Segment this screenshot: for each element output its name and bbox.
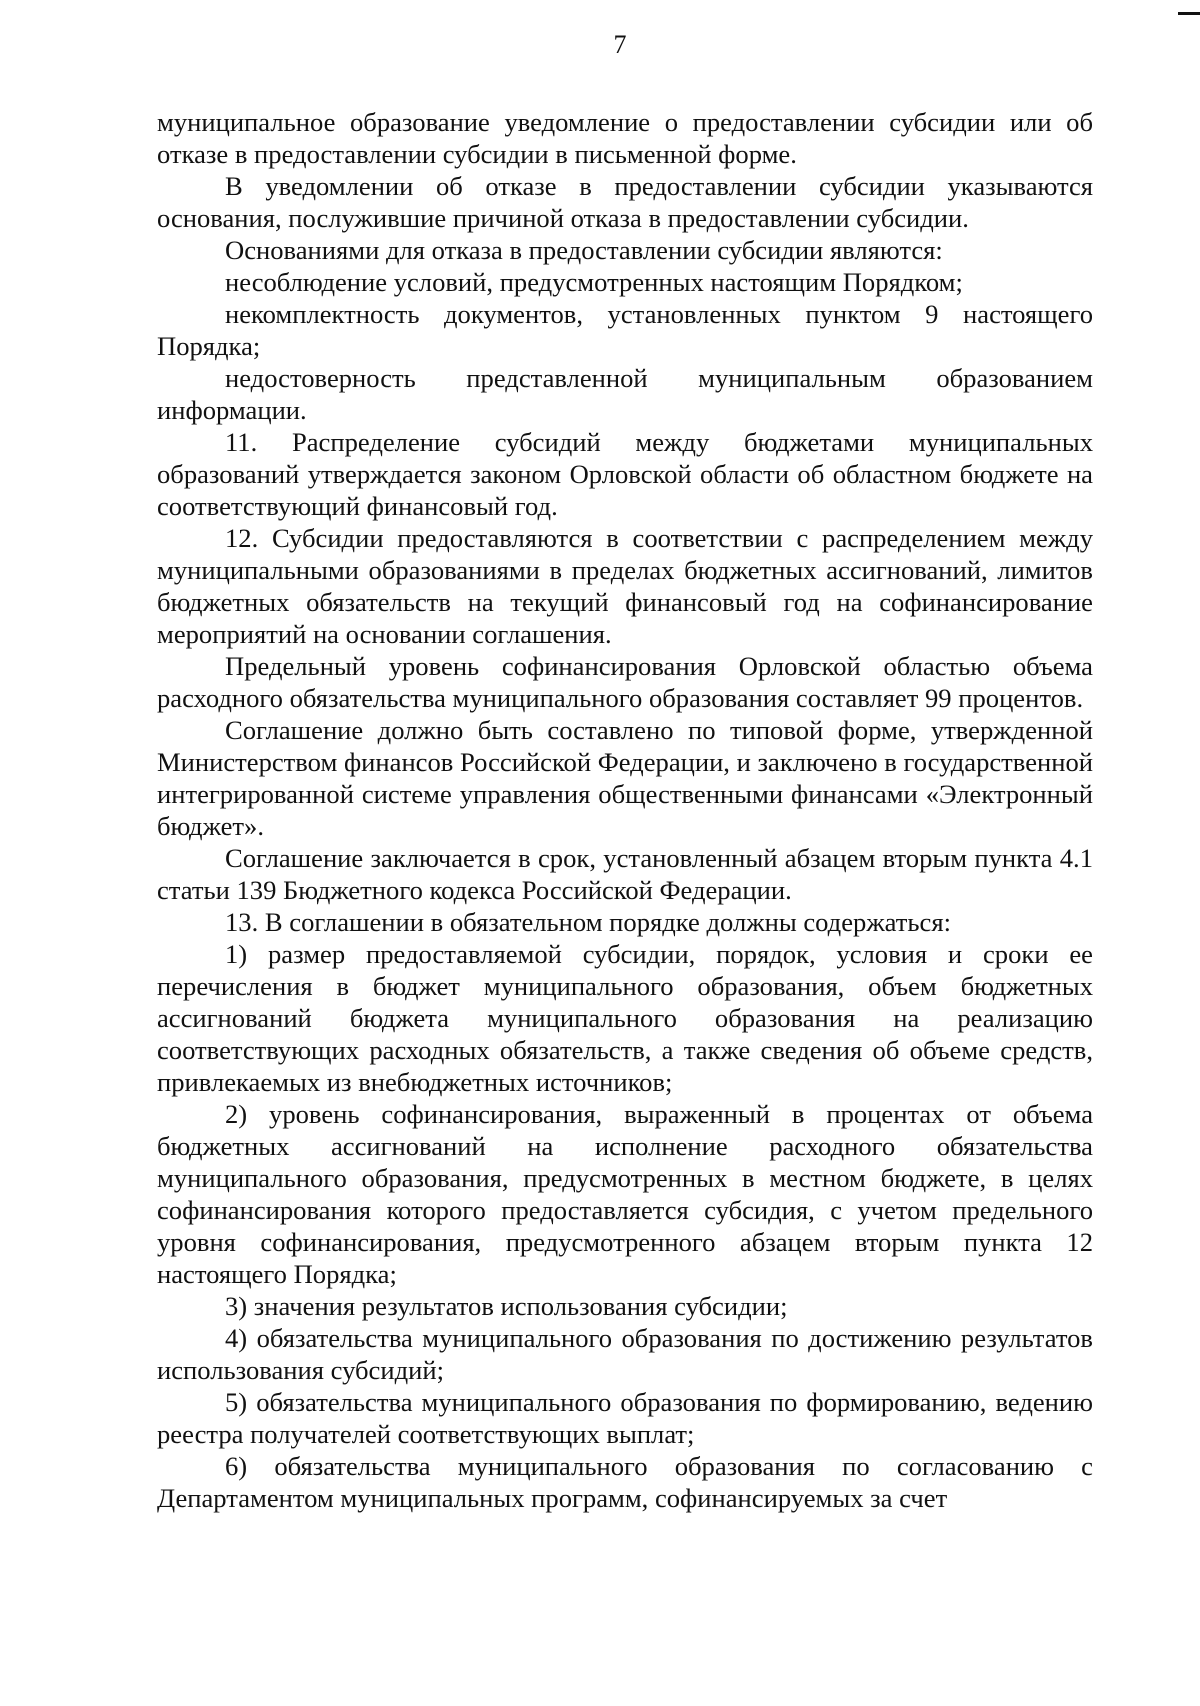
paragraph: Предельный уровень софинансирования Орловской областью объема расходного обязательства муниципального образования составляет 99 процентов. — [157, 651, 1093, 713]
paragraph: 4) обязательства муниципального образования по достижению результатов использования субсидий; — [157, 1323, 1093, 1385]
paragraph: муниципальное образование уведомление о предоставлении субсидии или об отказе в предоставлении субсидии в письменной форме. — [157, 107, 1093, 169]
paragraph: 1) размер предоставляемой субсидии, порядок, условия и сроки ее перечисления в бюджет муниципального образования, объем бюджетных ассигнований бюджета муниципального образования на реализацию соответствующих расходных обязательств, а также сведения об объеме средств, привлекаемых из внебюджетных источников; — [157, 939, 1093, 1097]
paragraph: Основаниями для отказа в предоставлении субсидии являются: — [225, 235, 943, 265]
paragraph: Соглашение заключается в срок, установленный абзацем вторым пункта 4.1 статьи 139 Бюджетного кодекса Российской Федерации. — [157, 843, 1093, 905]
paragraph: 11. Распределение субсидий между бюджетами муниципальных образований утверждается законом Орловской области об областном бюджете на соответствующий финансовый год. — [157, 427, 1093, 521]
document-body — [157, 106, 1093, 1514]
paragraph: 13. В соглашении в обязательном порядке должны содержаться: — [225, 907, 951, 937]
paragraph: несоблюдение условий, предусмотренных настоящим Порядком; — [225, 267, 963, 297]
paragraph: недостоверность представленной муниципальным образованием информации. — [157, 363, 1093, 425]
paragraph: некомплектность документов, установленных пунктом 9 настоящего Порядка; — [157, 299, 1093, 361]
paragraph: 6) обязательства муниципального образования по согласованию с Департаментом муниципальных программ, софинансируемых за счет — [157, 1451, 1093, 1513]
paragraph: 3) значения результатов использования субсидии; — [225, 1291, 788, 1321]
page-number: 7 — [613, 30, 627, 59]
paragraph: 12. Субсидии предоставляются в соответствии с распределением между муниципальными образованиями в пределах бюджетных ассигнований, лимитов бюджетных обязательств на текущий финансовый год на софинансирование мероприятий на основании соглашения. — [157, 523, 1093, 649]
paragraph: 2) уровень софинансирования, выраженный в процентах от объема бюджетных ассигнований на исполнение расходного обязательства муниципального образования, предусмотренных в местном бюджете, в целях софинансирования которого предоставляется субсидия, с учетом предельного уровня софинансирования, предусмотренного абзацем вторым пункта 12 настоящего Порядка; — [157, 1099, 1093, 1289]
paragraph: 5) обязательства муниципального образования по формированию, ведению реестра получателей соответствующих выплат; — [157, 1387, 1093, 1449]
page-edge-mark — [1178, 12, 1200, 15]
paragraph: В уведомлении об отказе в предоставлении субсидии указываются основания, послужившие причиной отказа в предоставлении субсидии. — [157, 171, 1093, 233]
paragraph: Соглашение должно быть составлено по типовой форме, утвержденной Министерством финансов Российской Федерации, и заключено в государственной интегрированной системе управления общественными финансами «Электронный бюджет». — [157, 715, 1093, 841]
